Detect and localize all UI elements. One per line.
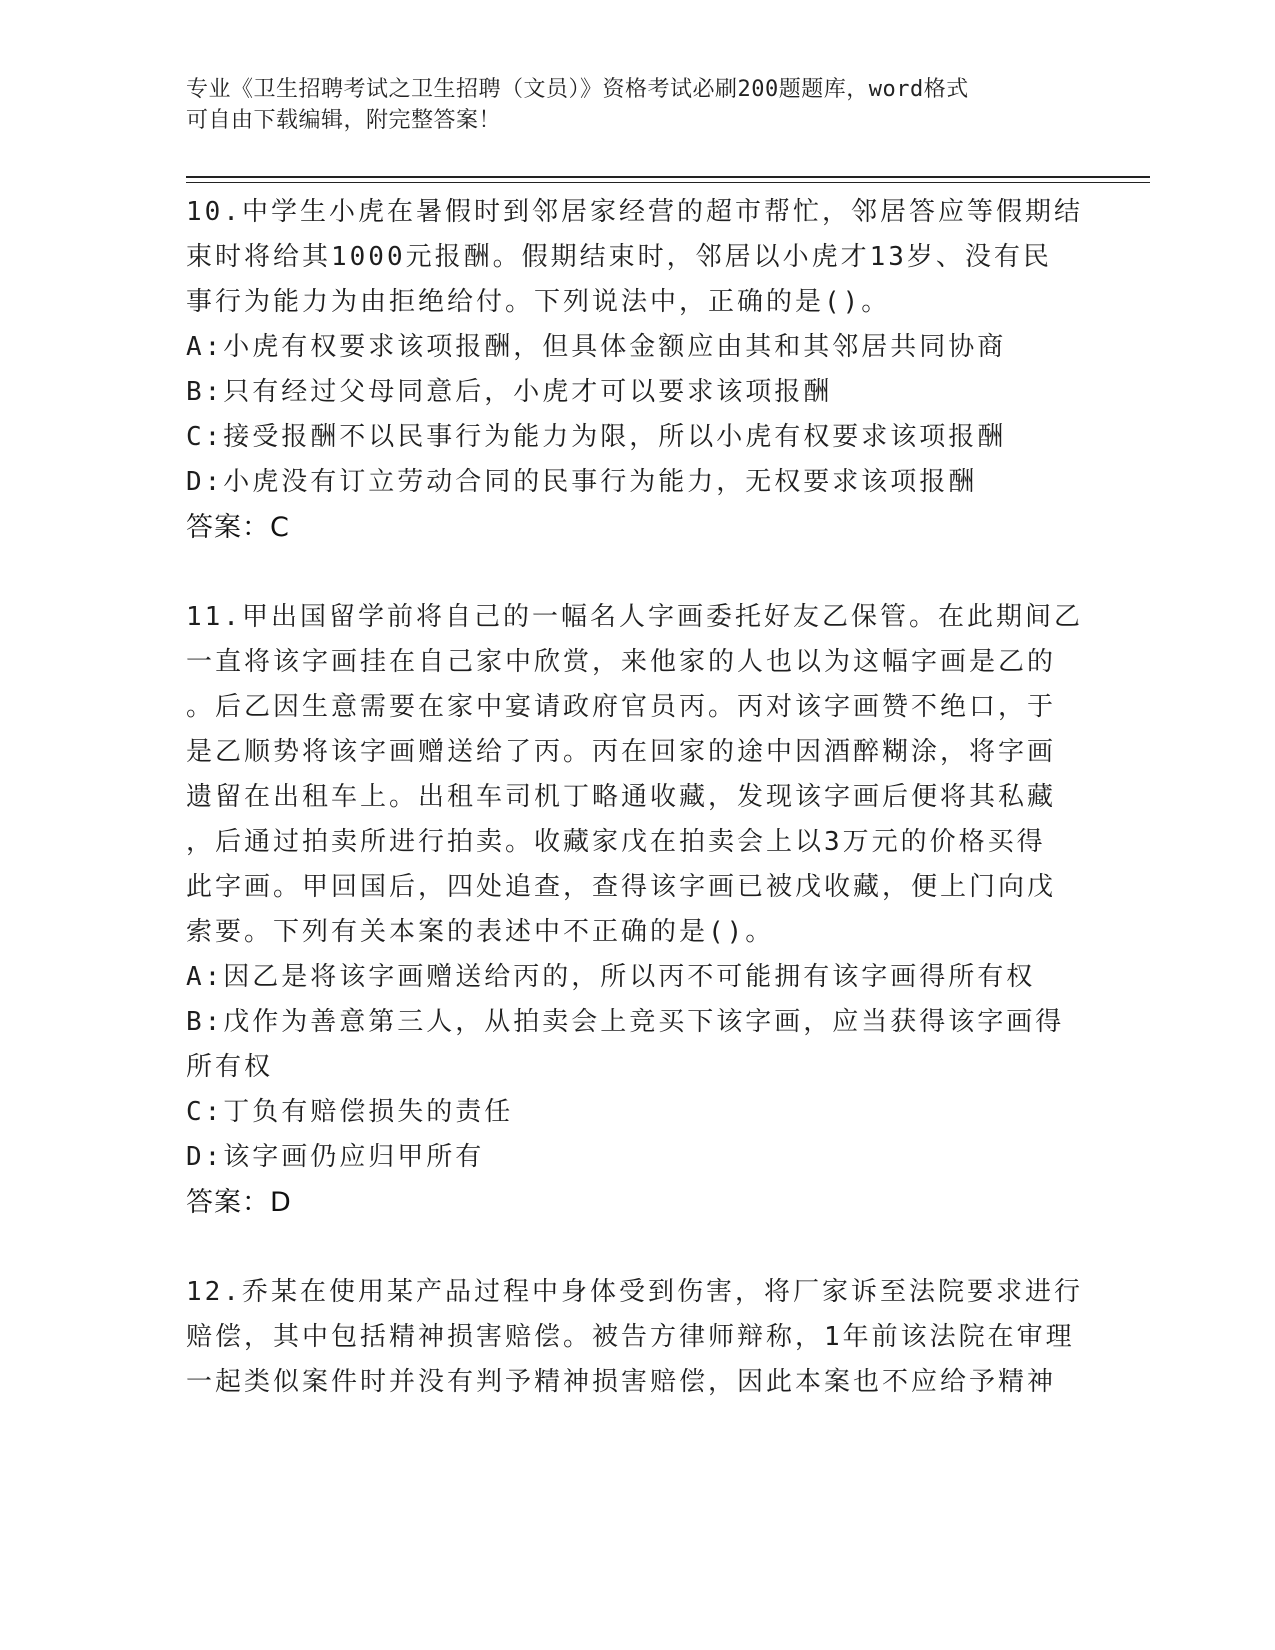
question-text-line: 此字画。甲回国后，四处追查，查得该字画已被戊收藏，便上门向戊 — [186, 872, 1057, 902]
answer-label: 答案：C — [186, 512, 290, 543]
question-text-line: 是乙顺势将该字画赠送给了丙。丙在回家的途中因酒醉糊涂，将字画 — [186, 737, 1057, 767]
header-divider — [186, 176, 1150, 178]
question-list — [186, 190, 1086, 1405]
question-text-line: ，后通过拍卖所进行拍卖。收藏家戊在拍卖会上以3万元的价格买得 — [186, 827, 1046, 857]
option-d: D:该字画仍应归甲所有 — [186, 1142, 485, 1172]
question-text-line: 一起类似案件时并没有判予精神损害赔偿，因此本案也不应给予精神 — [186, 1367, 1057, 1397]
question-text-line: 束时将给其1000元报酬。假期结束时，邻居以小虎才13岁、没有民 — [186, 242, 1052, 272]
option-d: D:小虎没有订立劳动合同的民事行为能力，无权要求该项报酬 — [186, 467, 978, 497]
question-text-line: 遗留在出租车上。出租车司机丁略通收藏，发现该字画后便将其私藏 — [186, 782, 1057, 812]
question-spacer — [186, 550, 1086, 595]
option-c: C:接受报酬不以民事行为能力为限，所以小虎有权要求该项报酬 — [186, 422, 1007, 452]
option-c: C:丁负有赔偿损失的责任 — [186, 1097, 514, 1127]
option-b-continued: 所有权 — [186, 1052, 274, 1082]
question-text-line: 索要。下列有关本案的表述中不正确的是()。 — [186, 917, 775, 947]
header-line-2: 可自由下载编辑，附完整答案！ — [186, 108, 502, 133]
question-text-line: 一直将该字画挂在自己家中欣赏，来他家的人也以为这幅字画是乙的 — [186, 647, 1057, 677]
option-b: B:只有经过父母同意后，小虎才可以要求该项报酬 — [186, 377, 833, 407]
header-line-1: 专业《卫生招聘考试之卫生招聘（文员）》资格考试必刷200题题库，word格式 — [186, 77, 969, 102]
question-spacer — [186, 1225, 1086, 1270]
question-text-line: 事行为能力为由拒绝给付。下列说法中，正确的是()。 — [186, 287, 891, 317]
question-12 — [186, 1270, 1086, 1405]
question-text-line: 赔偿，其中包括精神损害赔偿。被告方律师辩称，1年前该法院在审理 — [186, 1322, 1075, 1352]
header-divider-thin — [186, 182, 1150, 183]
option-a: A:小虎有权要求该项报酬，但具体金额应由其和其邻居共同协商 — [186, 332, 1007, 362]
question-text-line: 12.乔某在使用某产品过程中身体受到伤害，将厂家诉至法院要求进行 — [186, 1277, 1083, 1307]
answer-label: 答案：D — [186, 1187, 292, 1218]
document-header — [186, 74, 1066, 136]
option-a: A:因乙是将该字画赠送给丙的，所以丙不可能拥有该字画得所有权 — [186, 962, 1036, 992]
question-10 — [186, 190, 1086, 550]
question-text-line: 11.甲出国留学前将自己的一幅名人字画委托好友乙保管。在此期间乙 — [186, 602, 1083, 632]
option-b: B:戊作为善意第三人，从拍卖会上竞买下该字画，应当获得该字画得 — [186, 1007, 1065, 1037]
question-11 — [186, 595, 1086, 1225]
question-text-line: 。后乙因生意需要在家中宴请政府官员丙。丙对该字画赞不绝口，于 — [186, 692, 1057, 722]
question-text-line: 10.中学生小虎在暑假时到邻居家经营的超市帮忙，邻居答应等假期结 — [186, 197, 1083, 227]
